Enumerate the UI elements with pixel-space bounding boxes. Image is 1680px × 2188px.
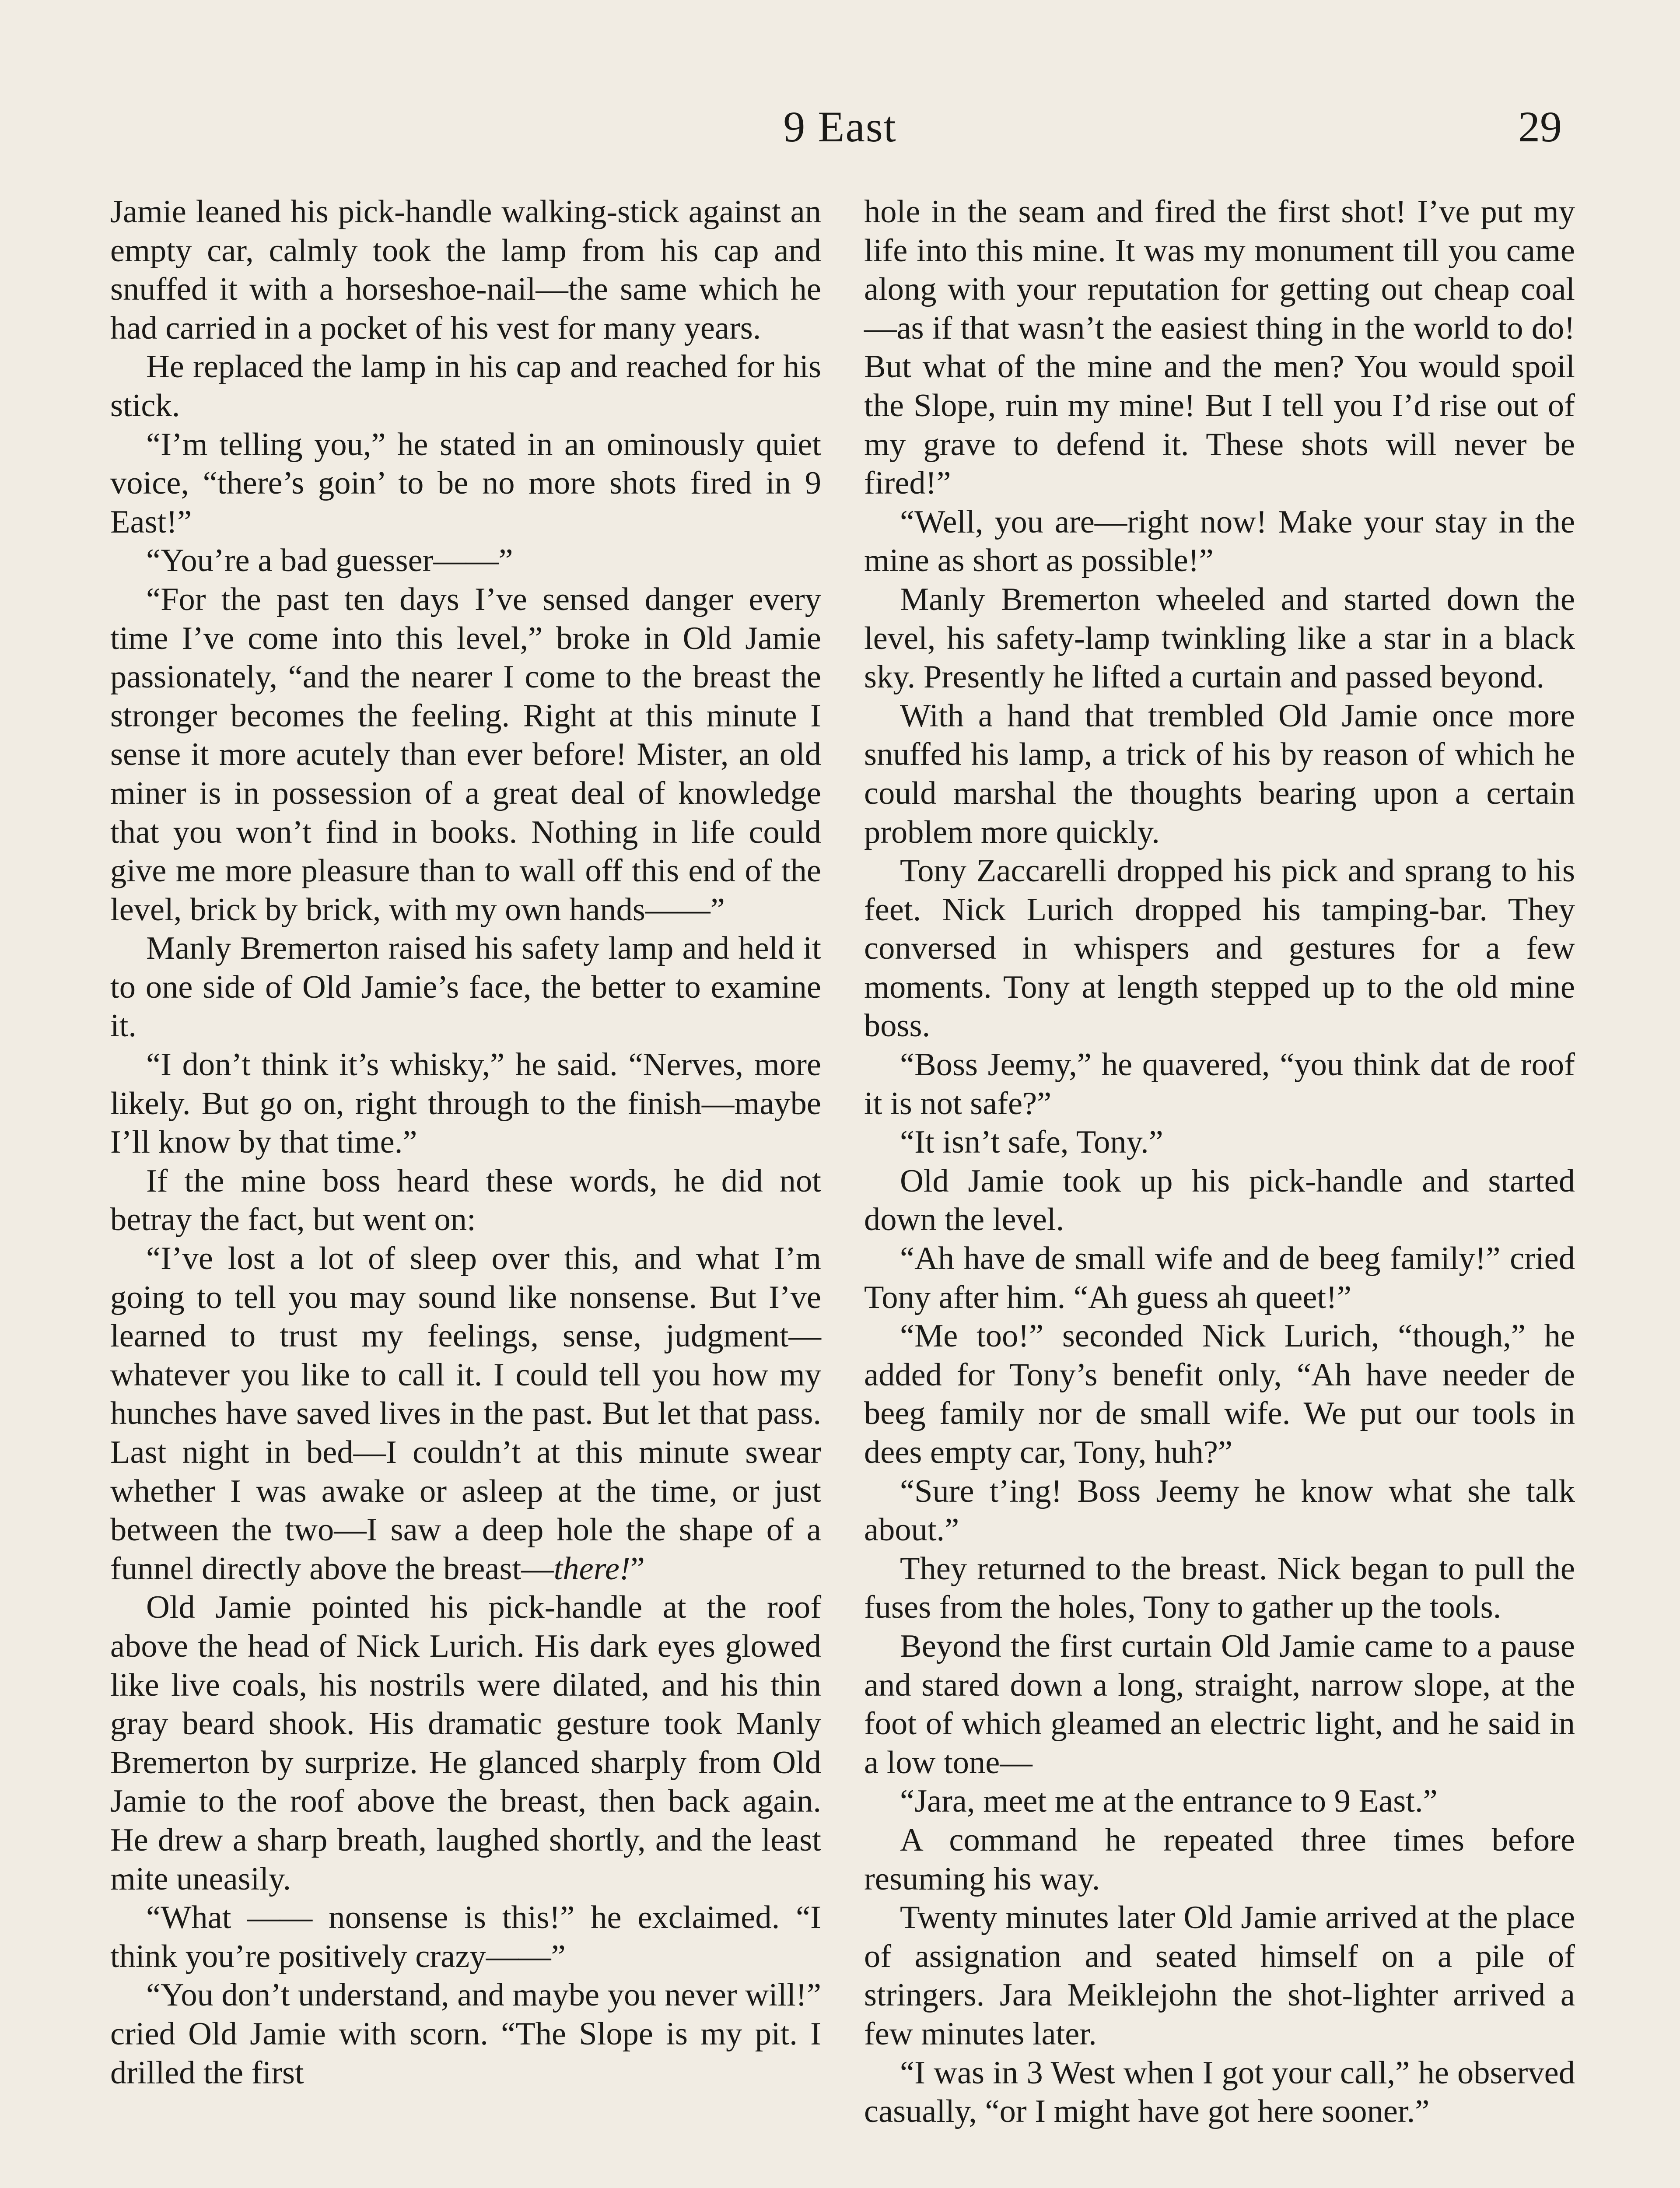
paragraph: “I don’t think it’s whisky,” he said. “Nerves, more likely. But go on, right through to the finish—maybe I’ll know by that time.”: [110, 1047, 821, 1161]
paragraph: Jamie leaned his pick-handle walking-stick against an empty car, calmly took the lamp from his cap and snuffed it with a horseshoe-nail—the same which he had carried in a pocket of his vest for many years.: [110, 194, 821, 346]
paragraph-text: “I’ve lost a lot of sleep over this, and what I’m going to tell you may sound like nonsense. But I’ve learned to trust my feelings, sense, judgment—whatever you like to call it. I could tell you how my hunches have saved lives in the past. But let that pass. Last night in bed—I couldn’t at this minute swear whether I was awake or asleep at the time, or just between the two—I saw a deep hole the shape of a funnel directly above the breast—: [110, 1241, 821, 1587]
paragraph: A command he repeated three times before resuming his way.: [864, 1822, 1575, 1897]
paragraph: hole in the seam and fired the first shot! I’ve put my life into this mine. It was my monument till you came along with your reputation for getting out cheap coal—as if that wasn’t the easiest thing in the world to do! But what of the mine and the men? You would spoil the Slope, ruin my mine! But I tell you I’d rise out of my grave to defend it. These shots will never be fired!”: [864, 194, 1575, 501]
paragraph: “Well, you are—right now! Make your stay in the mine as short as possible!”: [864, 504, 1575, 579]
paragraph: “For the past ten days I’ve sensed danger every time I’ve come into this level,” broke in Old Jamie passionately, “and the nearer I come to the breast the stronger becomes the feeling. Right at this minute I sense it more acutely than ever before! Mister, an old miner is in possession of a great deal of knowledge that you won’t find in books. Nothing in life could give me more pleasure than to wall off this end of the level, brick by brick, with my own hands——”: [110, 581, 821, 928]
paragraph: “Ah have de small wife and de beeg family!” cried Tony after him. “Ah guess ah queet!”: [864, 1241, 1575, 1315]
paragraph: Manly Bremerton raised his safety lamp and held it to one side of Old Jamie’s face, the better to examine it.: [110, 930, 821, 1044]
paragraph: “Me too!” seconded Nick Lurich, “though,” he added for Tony’s benefit only, “Ah have needer de beeg family nor de small wife. We put our tools in dees empty car, Tony, huh?”: [864, 1318, 1575, 1470]
paragraph: Tony Zaccarelli dropped his pick and sprang to his feet. Nick Lurich dropped his tamping-bar. They conversed in whispers and gestures for a few moments. Tony at length stepped up to the old mine boss.: [864, 853, 1575, 1044]
paragraph: “You don’t understand, and maybe you never will!” cried Old Jamie with scorn. “The Slope is my pit. I drilled the first: [110, 1977, 821, 2091]
paragraph: With a hand that trembled Old Jamie once more snuffed his lamp, a trick of his by reason of which he could marshal the thoughts bearing upon a certain problem more quickly.: [864, 698, 1575, 850]
paragraph: If the mine boss heard these words, he did not betray the fact, but went on:: [110, 1163, 821, 1238]
running-title: 9 East: [783, 102, 897, 151]
right-column: [864, 193, 1575, 2131]
paragraph: Old Jamie took up his pick-handle and started down the level.: [864, 1163, 1575, 1238]
paragraph: Beyond the first curtain Old Jamie came to a pause and stared down a long, straight, narrow slope, at the foot of which gleamed an electric light, and he said in a low tone—: [864, 1628, 1575, 1781]
closing-quote: ”: [630, 1550, 645, 1587]
paragraph: Old Jamie pointed his pick-handle at the roof above the head of Nick Lurich. His dark eyes glowed like live coals, his nostrils were dilated, and his thin gray beard shook. His dramatic gesture took Manly Bremerton by surprize. He glanced sharply from Old Jamie to the roof above the breast, then back again. He drew a sharp breath, laughed shortly, and the least mite uneasily.: [110, 1589, 821, 1897]
left-column: [110, 193, 821, 2092]
paragraph: “What —— nonsense is this!” he exclaimed. “I think you’re positively crazy——”: [110, 1900, 821, 1974]
paragraph: He replaced the lamp in his cap and reached for his stick.: [110, 349, 821, 424]
paragraph: “Jara, meet me at the entrance to 9 East.”: [900, 1783, 1438, 1820]
paragraph: “I’m telling you,” he stated in an ominously quiet voice, “there’s goin’ to be no more shots fired in 9 East!”: [110, 426, 821, 540]
paragraph: [110, 1239, 821, 1588]
paragraph: They returned to the breast. Nick began to pull the fuses from the holes, Tony to gather up the tools.: [864, 1550, 1575, 1626]
page-number: 29: [1518, 102, 1562, 151]
paragraph: “I was in 3 West when I got your call,” he observed casually, “or I might have got here sooner.”: [864, 2055, 1575, 2130]
paragraph: “Sure t’ing! Boss Jeemy he know what she talk about.”: [864, 1473, 1575, 1548]
paragraph: “You’re a bad guesser——”: [146, 543, 513, 579]
paragraph: “Boss Jeemy,” he quavered, “you think dat de roof it is not safe?”: [864, 1047, 1575, 1122]
paragraph: Manly Bremerton wheeled and started down the level, his safety-lamp twinkling like a star in a black sky. Presently he lifted a curtain and passed beyond.: [864, 581, 1575, 695]
paragraph: “It isn’t safe, Tony.”: [900, 1124, 1163, 1161]
page-header: [0, 94, 1680, 160]
paragraph: Twenty minutes later Old Jamie arrived at the place of assignation and seated himself on a pile of stringers. Jara Meiklejohn the shot-lighter arrived a few minutes later.: [864, 1900, 1575, 2052]
emphasis-text: there!: [553, 1550, 630, 1587]
